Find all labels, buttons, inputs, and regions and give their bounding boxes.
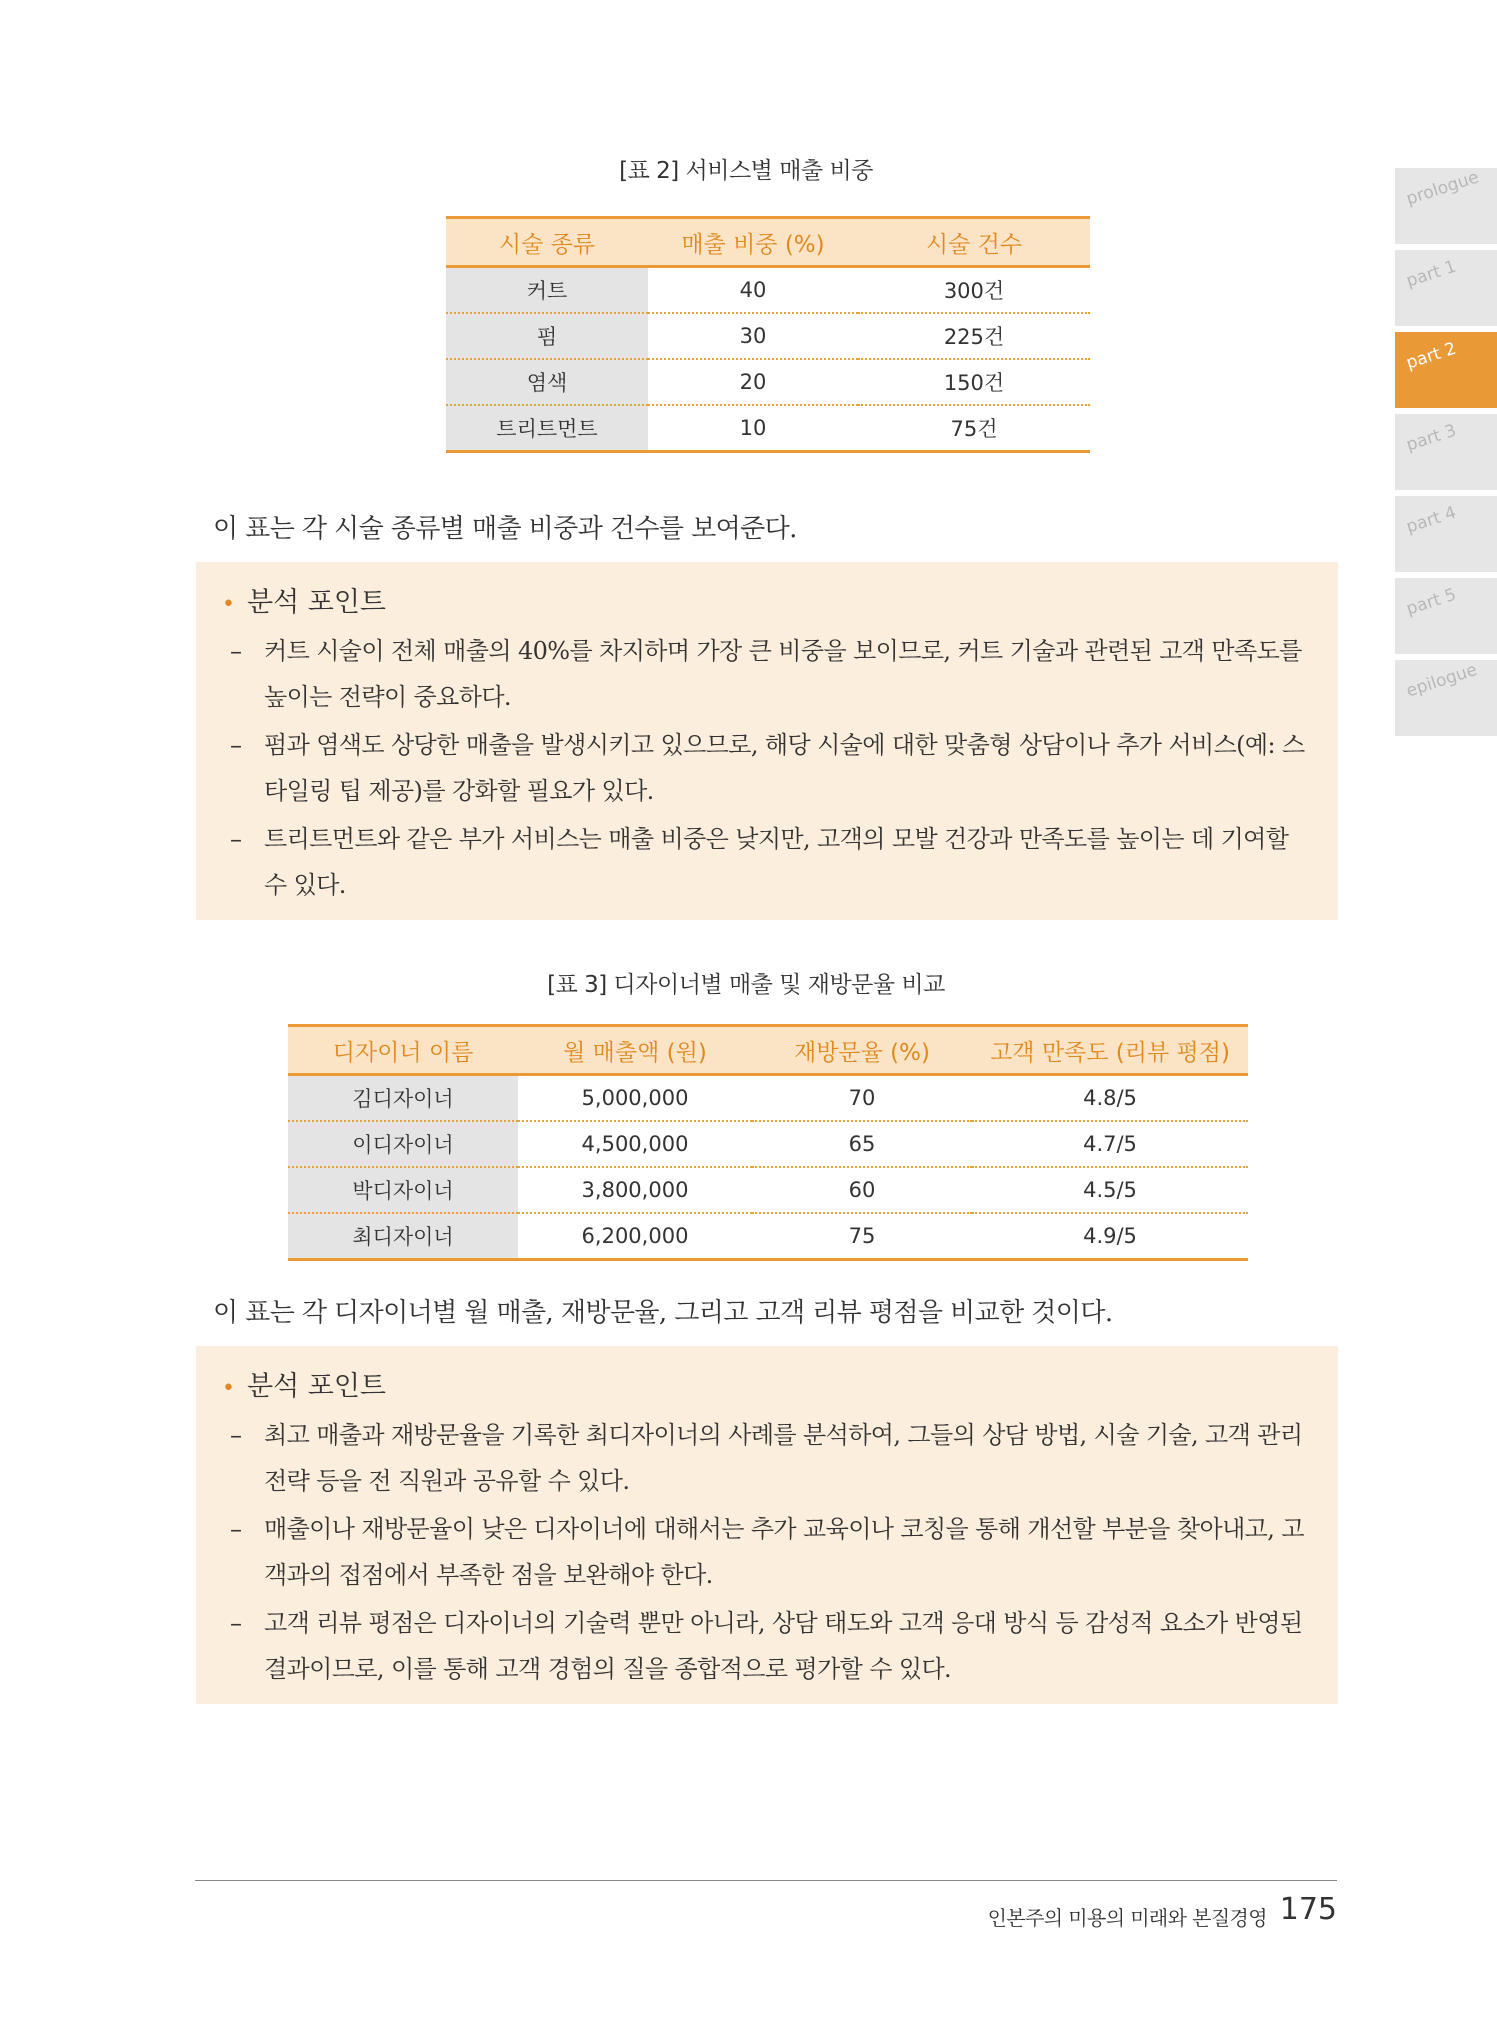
dash-icon: – [230,1609,242,1637]
table-cell: 20 [648,359,858,405]
table-row [446,313,1090,359]
table-cell: 펌 [446,313,648,359]
table3-header: 디자이너 이름 [288,1026,518,1075]
analysis-item: – 고객 리뷰 평점은 디자이너의 기술력 뿐만 아니라, 상담 태도와 고객 응대 방식 등 감성적 요소가 반영된 결과이므로, 이를 통해 고객 경험의 질을 종합적으로 평가할 수 있다. [230,1600,1314,1692]
table-cell: 트리트먼트 [446,405,648,452]
table-cell: 염색 [446,359,648,405]
table-row [288,1167,1248,1213]
analysis-item: – 최고 매출과 재방문율을 기록한 최디자이너의 사례를 분석하여, 그들의 상담 방법, 시술 기술, 고객 관리 전략 등을 전 직원과 공유할 수 있다. [230,1412,1314,1504]
table-cell: 60 [752,1167,972,1213]
table-row [288,1213,1248,1260]
tab-epilogue[interactable]: epilogue [1395,660,1497,736]
tab-part-5[interactable]: part 5 [1395,578,1497,654]
table-cell: 10 [648,405,858,452]
table3-header: 재방문율 (%) [752,1026,972,1075]
dash-icon: – [230,637,242,665]
tab-part-3[interactable]: part 3 [1395,414,1497,490]
table3-title: [표 3] 디자이너별 매출 및 재방문율 비교 [547,972,945,998]
table3-header: 월 매출액 (원) [518,1026,752,1075]
table-cell: 4.5/5 [972,1167,1248,1213]
table-row [288,1121,1248,1167]
tab-part-4[interactable]: part 4 [1395,496,1497,572]
dash-icon: – [230,1421,242,1449]
table-cell: 40 [648,267,858,314]
table-cell: 75 [752,1213,972,1260]
analysis-heading: • 분석 포인트 [222,587,386,618]
table-cell: 최디자이너 [288,1213,518,1260]
table-cell: 4,500,000 [518,1121,752,1167]
table-cell: 70 [752,1075,972,1122]
dash-icon: – [230,1515,242,1543]
tab-prologue[interactable]: prologue [1395,168,1497,244]
table-cell: 커트 [446,267,648,314]
tab-part-1[interactable]: part 1 [1395,250,1497,326]
table3-header: 고객 만족도 (리뷰 평점) [972,1026,1248,1075]
table-row [446,405,1090,452]
table-cell: 4.7/5 [972,1121,1248,1167]
bullet-icon: • [222,592,235,617]
table-cell: 박디자이너 [288,1167,518,1213]
footer-book-title: 인본주의 미용의 미래와 본질경영 [987,1906,1267,1930]
table2-description: 이 표는 각 시술 종류별 매출 비중과 건수를 보여준다. [213,514,797,544]
analysis-item: – 펌과 염색도 상당한 매출을 발생시키고 있으므로, 해당 시술에 대한 맞춤형 상담이나 추가 서비스(예: 스타일링 팁 제공)를 강화할 필요가 있다. [230,722,1314,814]
table2-header: 매출 비중 (%) [648,218,858,267]
table3-description: 이 표는 각 디자이너별 월 매출, 재방문율, 그리고 고객 리뷰 평점을 비교한 것이다. [213,1298,1113,1328]
table-cell: 이디자이너 [288,1121,518,1167]
table3 [288,1024,1248,1261]
table-cell: 6,200,000 [518,1213,752,1260]
table-cell: 30 [648,313,858,359]
analysis-box-2 [196,1346,1338,1704]
analysis-item: – 트리트먼트와 같은 부가 서비스는 매출 비중은 낮지만, 고객의 모발 건강과 만족도를 높이는 데 기여할 수 있다. [230,816,1314,908]
page-number: 175 [1279,1892,1337,1927]
analysis-item: – 매출이나 재방문율이 낮은 디자이너에 대해서는 추가 교육이나 코칭을 통해 개선할 부분을 찾아내고, 고객과의 접점에서 부족한 점을 보완해야 한다. [230,1506,1314,1598]
table-row [446,267,1090,314]
dash-icon: – [230,731,242,759]
analysis-box-1 [196,562,1338,920]
tab-part-2[interactable]: part 2 [1395,332,1497,408]
table2-header: 시술 건수 [858,218,1090,267]
analysis-item: – 커트 시술이 전체 매출의 40%를 차지하며 가장 큰 비중을 보이므로, 커트 기술과 관련된 고객 만족도를 높이는 전략이 중요하다. [230,628,1314,720]
table-row [288,1075,1248,1122]
table-cell: 75건 [858,405,1090,452]
table-cell: 김디자이너 [288,1075,518,1122]
table-cell: 300건 [858,267,1090,314]
table2-header: 시술 종류 [446,218,648,267]
analysis-heading: • 분석 포인트 [222,1371,386,1402]
table-cell: 4.8/5 [972,1075,1248,1122]
table-cell: 4.9/5 [972,1213,1248,1260]
table-row [446,359,1090,405]
table-cell: 225건 [858,313,1090,359]
bullet-icon: • [222,1376,235,1401]
table-cell: 5,000,000 [518,1075,752,1122]
table2-title: [표 2] 서비스별 매출 비중 [619,158,873,184]
table2 [446,216,1090,453]
table-cell: 3,800,000 [518,1167,752,1213]
table-cell: 150건 [858,359,1090,405]
footer-divider [195,1880,1337,1881]
table-cell: 65 [752,1121,972,1167]
dash-icon: – [230,825,242,853]
